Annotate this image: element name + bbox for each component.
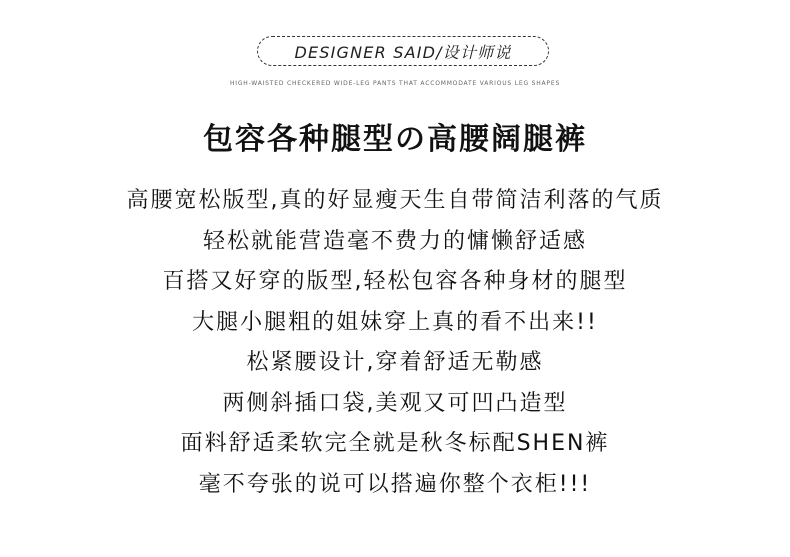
description-line: 两侧斜插口袋,美观又可凹凸造型	[222, 390, 568, 416]
page-title: 包容各种腿型の高腰阔腿裤	[203, 122, 587, 157]
description-line: 百搭又好穿的版型,轻松包容各种身材的腿型	[162, 269, 628, 294]
designer-said-tag	[257, 36, 549, 66]
description-line: 松紧腰设计,穿着舒适无勒感	[246, 350, 544, 375]
description-line: 大腿小腿粗的姐妹穿上真的看不出来!!	[192, 309, 598, 335]
description-line: 面料舒适柔软完全就是秋冬标配SHEN裤	[180, 431, 610, 456]
description-lines	[0, 181, 790, 505]
english-subtitle: HIGH-WAISTED CHECKERED WIDE-LEG PANTS THAT ACCOMMODATE VARIOUS LEG SHAPES	[229, 80, 561, 87]
designer-said-label: DESIGNER SAID/设计师说	[294, 42, 512, 62]
description-line: 轻松就能营造毫不费力的慵懒舒适感	[202, 228, 587, 254]
description-line: 高腰宽松版型,真的好显瘦天生自带简洁利落的气质	[126, 188, 664, 213]
description-line: 毫不夸张的说可以搭遍你整个衣柜!!!	[198, 471, 592, 497]
